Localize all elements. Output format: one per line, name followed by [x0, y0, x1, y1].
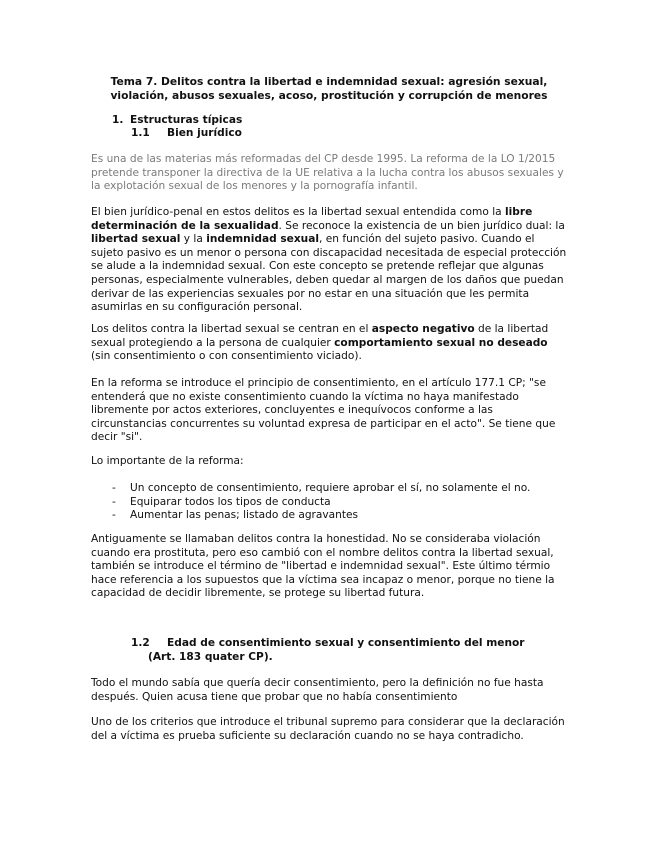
subsection-number: 1.2	[131, 637, 150, 649]
section-label: Estructuras típicas	[130, 114, 243, 126]
antiguamente-paragraph: Antiguamente se llamaban delitos contra la honestidad. No se consideraba violación cuando era prostituta, pero eso cambió con el nombre delitos contra la libertad sexual, también se introduce el término de "libertad e indemnidad sexual". Este último térmio hace referencia a los supuestos que la víctima sea incapaz o menor, porque no tiene la capacidad de decidir libremente, se protege su libertad futura.	[91, 533, 555, 600]
subsection-label-continuation: (Art. 183 quater CP).	[148, 650, 273, 663]
list-item	[112, 496, 530, 510]
subsection-heading-1-2	[131, 637, 525, 664]
section-number: 1.	[112, 114, 124, 126]
intro-paragraph: Es una de las materias más reformadas del CP desde 1995. La reforma de la LO 1/2015 pretende transponer la directiva de la UE relativa a la lucha contra los abusos sexuales y la explotación sexual de los menores y la pornografía infantil.	[91, 153, 564, 193]
document-title: Tema 7. Delitos contra la libertad e indemnidad sexual: agresión sexual, violación, abusos sexuales, acoso, prostitución y corrupción de menores	[110, 75, 548, 102]
reforma-paragraph: En la reforma se introduce el principio de consentimiento, en el artículo 177.1 CP; "se entenderá que no existe consentimiento cuando la víctima no haya manifestado libremente por actos exteriores, concluyentes e inequívocos conforme a las circunstancias concurrentes su voluntad expresa de participar en el acto". Se tiene que decir "si".	[91, 377, 556, 444]
list-item	[112, 509, 530, 523]
list-item-text: Un concepto de consentimiento, requiere aprobar el sí, no solamente el no.	[130, 482, 531, 494]
bold-run: indemnidad sexual	[206, 233, 320, 246]
subsection-number: 1.1	[131, 127, 150, 139]
reform-list	[112, 482, 530, 523]
list-bullet: -	[112, 509, 116, 522]
list-item-text: Equiparar todos los tipos de conducta	[130, 495, 331, 508]
section-heading-1	[112, 114, 242, 128]
bold-run: libertad sexual	[91, 233, 181, 246]
list-item	[112, 482, 530, 496]
bien-juridico-paragraph	[91, 206, 569, 315]
text-run: de la libertad sexual protegiendo a la persona de cualquier	[91, 323, 549, 349]
text-run: y la	[180, 233, 207, 246]
bold-run: libre determinación de la sexualidad	[91, 206, 533, 232]
subsection-label: Bien jurídico	[167, 127, 242, 139]
list-bullet: -	[112, 482, 116, 494]
list-bullet: -	[112, 495, 116, 508]
todo-el-mundo-paragraph: Todo el mundo sabía que quería decir consentimiento, pero la definición no fue hasta después. Quien acusa tiene que probar que no había consentimiento	[91, 677, 544, 703]
subsection-heading-1-1	[131, 127, 242, 141]
subsection-label: Edad de consentimiento sexual y consentimiento del menor	[167, 637, 525, 649]
delitos-paragraph	[91, 323, 569, 364]
text-run: Los delitos contra la libertad sexual se centran en el	[91, 323, 372, 335]
text-run: , en función del sujeto pasivo. Cuando el sujeto pasivo es un menor o persona con discapacidad necesitada de especial protección se alude a la indemnidad sexual. Con este concepto se pretende reflejar que algunas personas, especialmente vulnerables, deben quedar al margen de los daños que puedan derivar de las experiencias sexuales por no estar en una situación que les permita asumirlas en su configuración personal.	[91, 233, 567, 314]
text-run: (sin consentimiento o con consentimiento viciado).	[91, 350, 362, 363]
bold-run: comportamiento sexual no deseado	[334, 336, 548, 349]
text-run: El bien jurídico-penal en estos delitos es la libertad sexual entendida como la	[91, 206, 505, 218]
importante-paragraph: Lo importante de la reforma:	[91, 455, 244, 467]
list-item-text: Aumentar las penas; listado de agravantes	[130, 509, 359, 522]
criterios-paragraph: Uno de los criterios que introduce el tribunal supremo para considerar que la declaración del a víctima es prueba suficiente su declaración cuando no se haya contradicho.	[91, 716, 565, 742]
text-run: . Se reconoce la existencia de un bien jurídico dual: la	[278, 219, 565, 232]
bold-run: aspecto negativo	[371, 323, 475, 335]
